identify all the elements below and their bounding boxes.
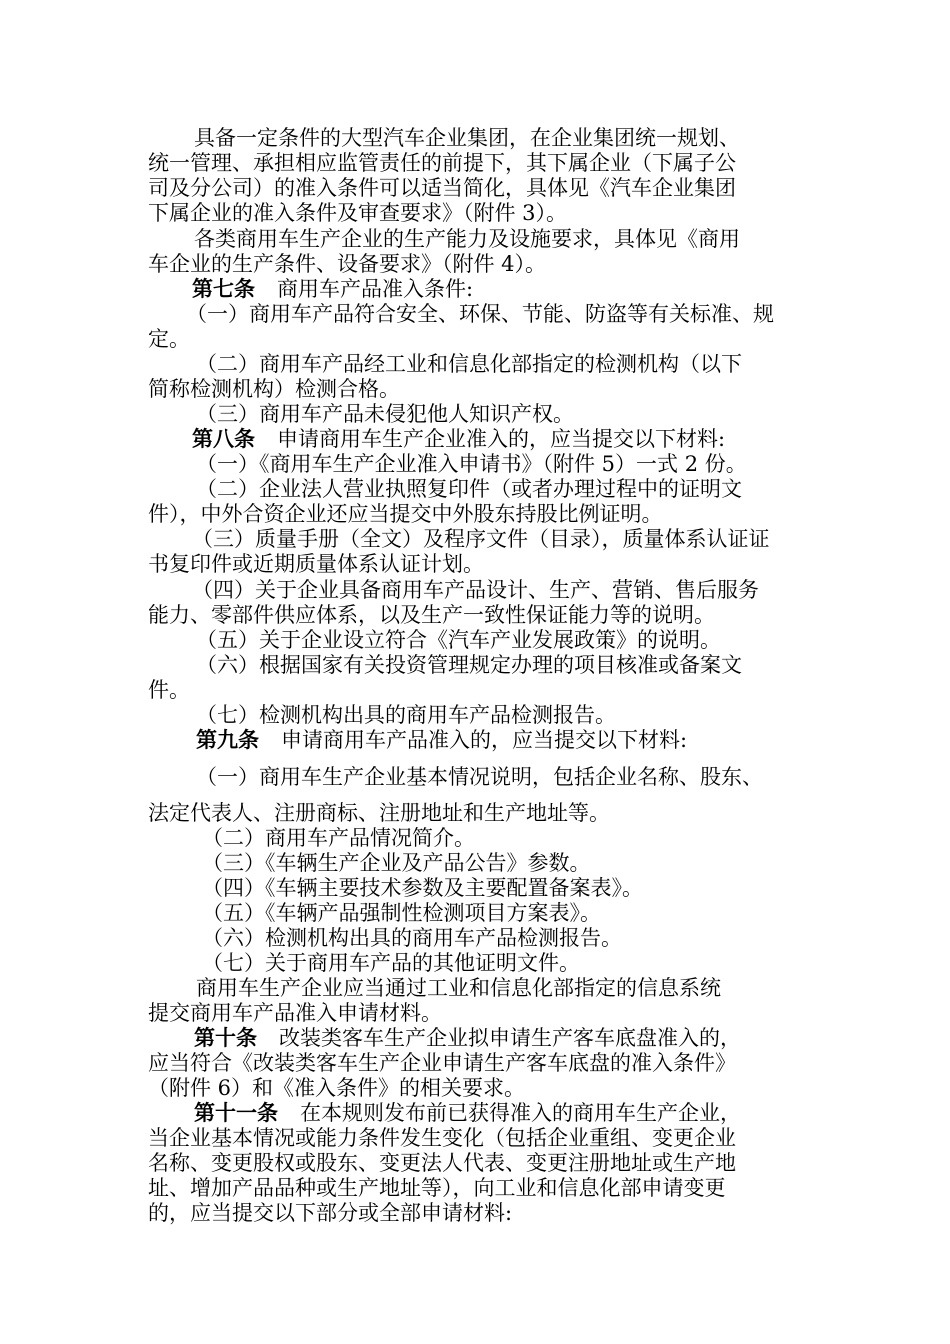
paragraph-line: （一）商用车产品符合安全、环保、节能、防盗等有关标准、规 [186,302,774,326]
paragraph-line: 提交商用车产品准入申请材料。 [148,1001,442,1025]
paragraph-line: （四）《车辆主要技术参数及主要配置备案表》。 [202,876,643,900]
paragraph-line: 当企业基本情况或能力条件发生变化（包括企业重组、变更企业 [148,1126,736,1150]
paragraph-line: （三）商用车产品未侵犯他人知识产权。 [196,402,574,426]
paragraph-line: （二）商用车产品经工业和信息化部指定的检测机构（以下 [196,352,742,376]
article-10-text: 改装类客车生产企业拟申请生产客车底盘准入的， [279,1026,741,1050]
paragraph-line: （六）根据国家有关投资管理规定办理的项目核准或备案文 [196,653,742,677]
paragraph-line: （七）检测机构出具的商用车产品检测报告。 [196,703,616,727]
paragraph-line: （三）质量手册（全文）及程序文件（目录），质量体系认证证 [192,527,770,551]
paragraph-line: 商用车生产企业应当通过工业和信息化部指定的信息系统 [196,976,721,1000]
article-8-text: 申请商用车生产企业准入的，应当提交以下材料: [277,427,726,451]
article-8-line [192,426,725,452]
article-7-line [192,276,473,302]
paragraph-line: 的，应当提交以下部分或全部申请材料: [148,1201,513,1225]
paragraph-line: （一）商用车生产企业基本情况说明，包括企业名称、股东、 [196,765,763,789]
paragraph-line: 应当符合《改装类客车生产企业申请生产客车底盘的准入条件》 [148,1051,736,1075]
paragraph-line: 各类商用车生产企业的生产能力及设施要求，具体见《商用 [194,227,740,251]
article-7-text: 商用车产品准入条件: [277,277,474,301]
paragraph-line: 简称检测机构）检测合格。 [148,377,400,401]
article-8-heading: 第八条 [192,427,255,451]
article-9-heading: 第九条 [196,728,259,752]
paragraph-line: 书复印件或近期质量体系认证计划。 [148,552,484,576]
paragraph-line: （五）《车辆产品强制性检测项目方案表》。 [202,901,601,925]
paragraph-line: （二）企业法人营业执照复印件（或者办理过程中的证明文 [196,477,742,501]
paragraph-line: 车企业的生产条件、设备要求》（附件 4）。 [148,252,547,276]
paragraph-line: 定。 [148,327,190,351]
paragraph-line: （七）关于商用车产品的其他证明文件。 [202,951,580,975]
article-10-line [194,1025,741,1051]
paragraph-line: 名称、变更股权或股东、变更法人代表、变更注册地址或生产地 [148,1151,736,1175]
paragraph-line: 下属企业的准入条件及审查要求》（附件 3）。 [148,201,568,225]
paragraph-line: （一）《商用车生产企业准入申请书》（附件 5）一式 2 份。 [196,452,747,476]
paragraph-line: 具备一定条件的大型汽车企业集团，在企业集团统一规划、 [194,126,740,150]
paragraph-line: （四）关于企业具备商用车产品设计、生产、营销、售后服务 [192,578,759,602]
paragraph-line: （五）关于企业设立符合《汽车产业发展政策》的说明。 [196,628,721,652]
paragraph-line: （三）《车辆生产企业及产品公告》参数。 [202,851,591,875]
paragraph-line: （附件 6）和《准入条件》的相关要求。 [148,1076,526,1100]
paragraph-line: 址、增加产品品种或生产地址等），向工业和信息化部申请变更 [148,1176,726,1200]
article-11-text: 在本规则发布前已获得准入的商用车生产企业， [300,1101,741,1125]
paragraph-line: 件），中外合资企业还应当提交中外股东持股比例证明。 [148,502,663,526]
article-7-heading: 第七条 [192,277,255,301]
paragraph-line: （六）检测机构出具的商用车产品检测报告。 [202,926,622,950]
article-11-line [194,1100,741,1126]
article-11-heading: 第十一条 [194,1101,278,1125]
paragraph-line: 件。 [148,678,190,702]
article-10-heading: 第十条 [194,1026,257,1050]
paragraph-line: 司及分公司）的准入条件可以适当简化，具体见《汽车企业集团 [148,176,736,200]
article-9-text: 申请商用车产品准入的，应当提交以下材料: [281,728,688,752]
paragraph-line: 统一管理、承担相应监管责任的前提下，其下属企业（下属子公 [148,151,736,175]
paragraph-line: 法定代表人、注册商标、注册地址和生产地址等。 [148,801,610,825]
article-9-line [196,727,687,753]
paragraph-line: 能力、零部件供应体系，以及生产一致性保证能力等的说明。 [148,603,715,627]
paragraph-line: （二）商用车产品情况简介。 [202,826,475,850]
